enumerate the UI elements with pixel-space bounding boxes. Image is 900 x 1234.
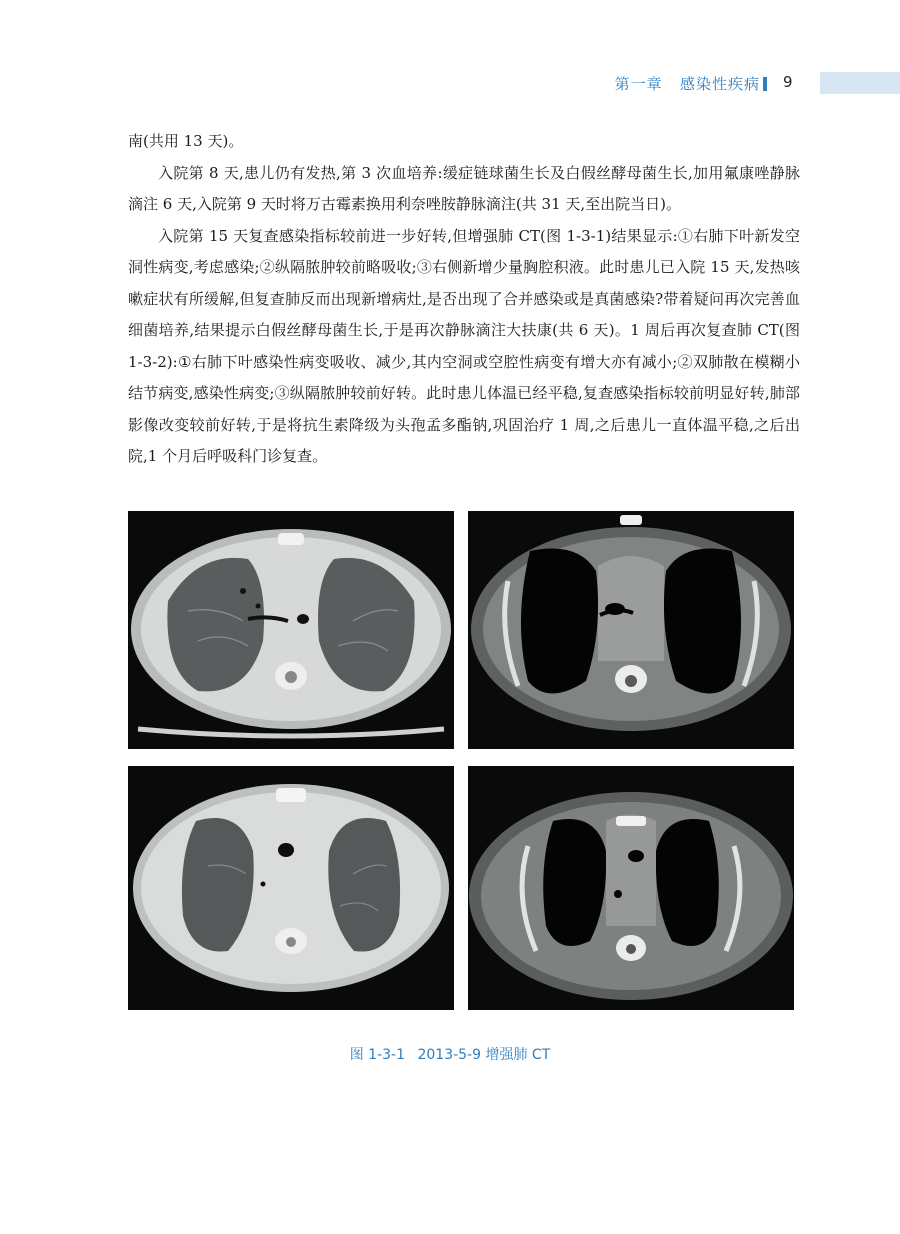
chapter-tab [820,72,900,94]
ct-image-lung-window-2 [128,766,454,1010]
figure-caption-label: 图 1-3-1 [349,1047,406,1063]
section-label: 感染性疾病 [679,75,760,93]
running-header [0,68,900,98]
running-header-title [615,73,760,94]
ct-image-mediastinal-window-2 [468,766,794,1010]
figure-caption-text: 2013-5-9 增强肺 CT [417,1047,551,1063]
paragraph: 入院第 8 天,患儿仍有发热,第 3 次血培养:缓症链球菌生长及白假丝酵母菌生长,加用氟康唑静脉滴注 6 天,入院第 9 天时将万古霉素换用利奈唑胺静脉滴注(共 31 天,至出院当日)。 [128,163,800,213]
figure-caption [0,1044,900,1064]
body-text [128,126,800,473]
paragraph: 入院第 15 天复查感染指标较前进一步好转,但增强肺 CT(图 1-3-1)结果显示:①右肺下叶新发空洞性病变,考虑感染;②纵隔脓肿较前略吸收;③右侧新增少量胸腔积液。此时患儿已入院 15 天,发热咳嗽症状有所缓解,但复查肺反而出现新增病灶,是否出现了合并感染或是真菌感染?带着疑问再次完善血细菌培养,结果提示白假丝酵母菌生长,于是再次静脉滴注大扶康(共 6 天)。1 周后再次复查肺 CT(图 1-3-2):①右肺下叶感染性病变吸收、减少,其内空洞或空腔性病变有增大亦有减小;②双肺散在模糊小结节病变,感染性病变;③纵隔脓肿较前好转。此时患儿体温已经平稳,复查感染指标较前明显好转,肺部影像改变较前好转,于是将抗生素降级为头孢孟多酯钠,巩固治疗 1 周,之后患儿一直体温平稳,之后出院,1 个月后呼吸科门诊复查。 [128,226,800,465]
chapter-label: 第一章 [614,75,663,93]
page-number: 9 [783,73,793,91]
paragraph: 南(共用 13 天)。 [128,132,244,150]
ct-image-lung-window-1 [128,511,454,749]
header-divider [763,77,767,91]
ct-image-mediastinal-window-1 [468,511,794,749]
